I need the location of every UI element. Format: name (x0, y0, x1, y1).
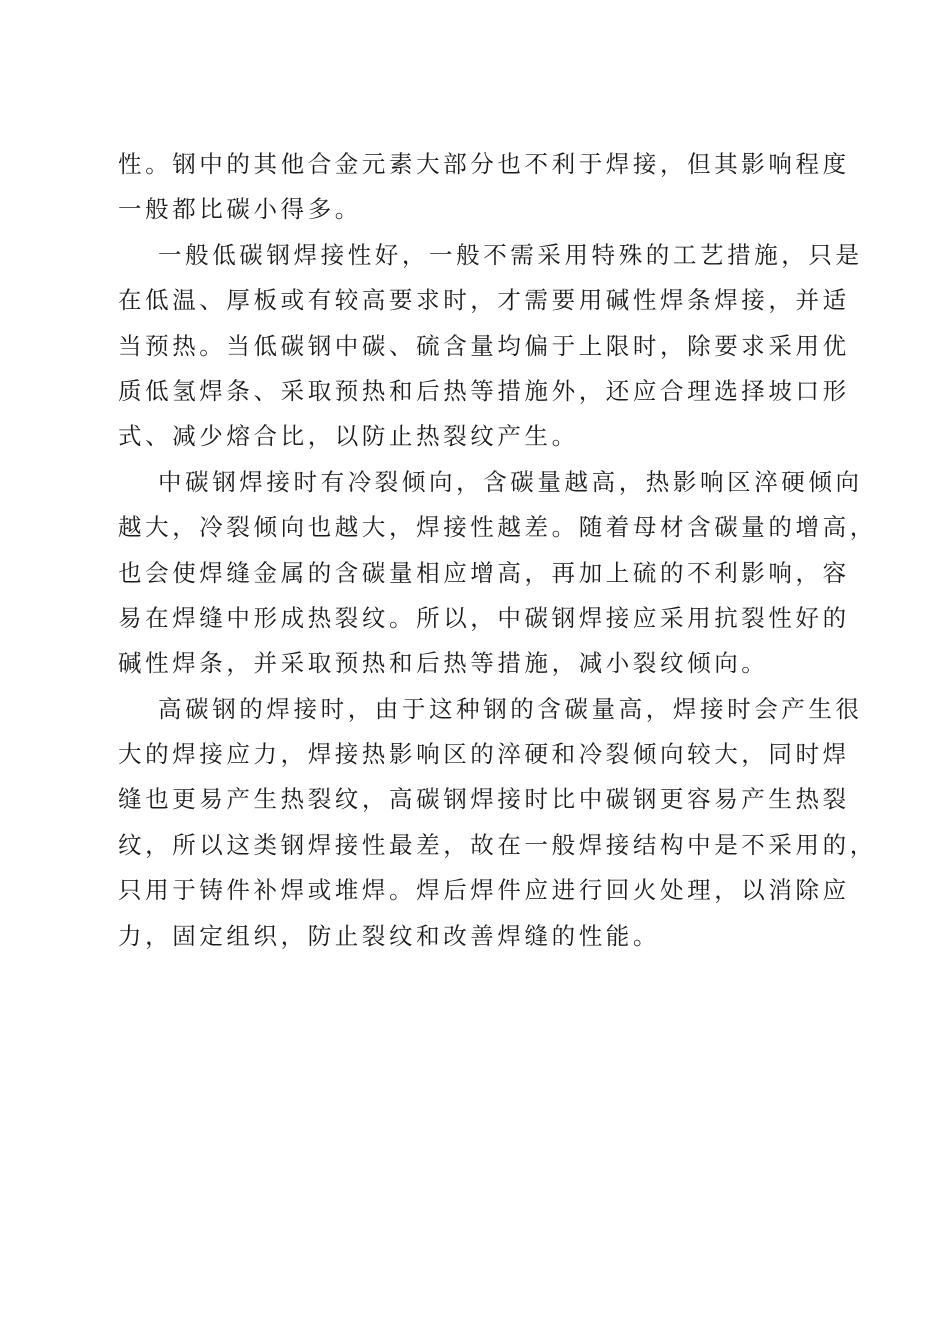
paragraph-first-line: 中碳钢焊接时有冷裂倾向，含碳量越高，热影响区淬硬倾向 (158, 467, 863, 496)
text-line: 纹，所以这类钢焊接性最差，故在一般焊接结构中是不采用的， (118, 830, 877, 859)
text-line: 越大，冷裂倾向也越大，焊接性越差。随着母材含碳量的增高， (118, 513, 877, 542)
text-line: 式、减少熔合比，以防止热裂纹产生。 (118, 422, 579, 451)
text-line: 缝也更易产生热裂纹，高碳钢焊接时比中碳钢更容易产生热裂 (118, 785, 850, 814)
text-line: 大的焊接应力，焊接热影响区的淬硬和冷裂倾向较大，同时焊 (118, 740, 850, 769)
text-line: 力，固定组织，防止裂纹和改善焊缝的性能。 (118, 921, 660, 950)
text-line: 在低温、厚板或有较高要求时，才需要用碱性焊条焊接，并适 (118, 286, 850, 315)
text-line: 当预热。当低碳钢中碳、硫含量均偏于上限时，除要求采用优 (118, 331, 850, 360)
text-line: 碱性焊条，并采取预热和后热等措施，减小裂纹倾向。 (118, 649, 769, 678)
text-line: 易在焊缝中形成热裂纹。所以，中碳钢焊接应采用抗裂性好的 (118, 603, 850, 632)
paragraph-first-line: 高碳钢的焊接时，由于这种钢的含碳量高，焊接时会产生很 (158, 694, 863, 723)
text-line: 只用于铸件补焊或堆焊。焊后焊件应进行回火处理，以消除应 (118, 876, 850, 905)
body-text (118, 142, 877, 959)
text-line: 质低氢焊条、采取预热和后热等措施外，还应合理选择坡口形 (118, 376, 850, 405)
text-line: 性。钢中的其他合金元素大部分也不利于焊接，但其影响程度 (118, 150, 850, 178)
paragraph-first-line: 一般低碳钢焊接性好，一般不需采用特殊的工艺措施，只是 (158, 240, 863, 269)
text-line: 一般都比碳小得多。 (118, 195, 362, 224)
text-line: 也会使焊缝金属的含碳量相应增高，再加上硫的不利影响，容 (118, 558, 850, 587)
